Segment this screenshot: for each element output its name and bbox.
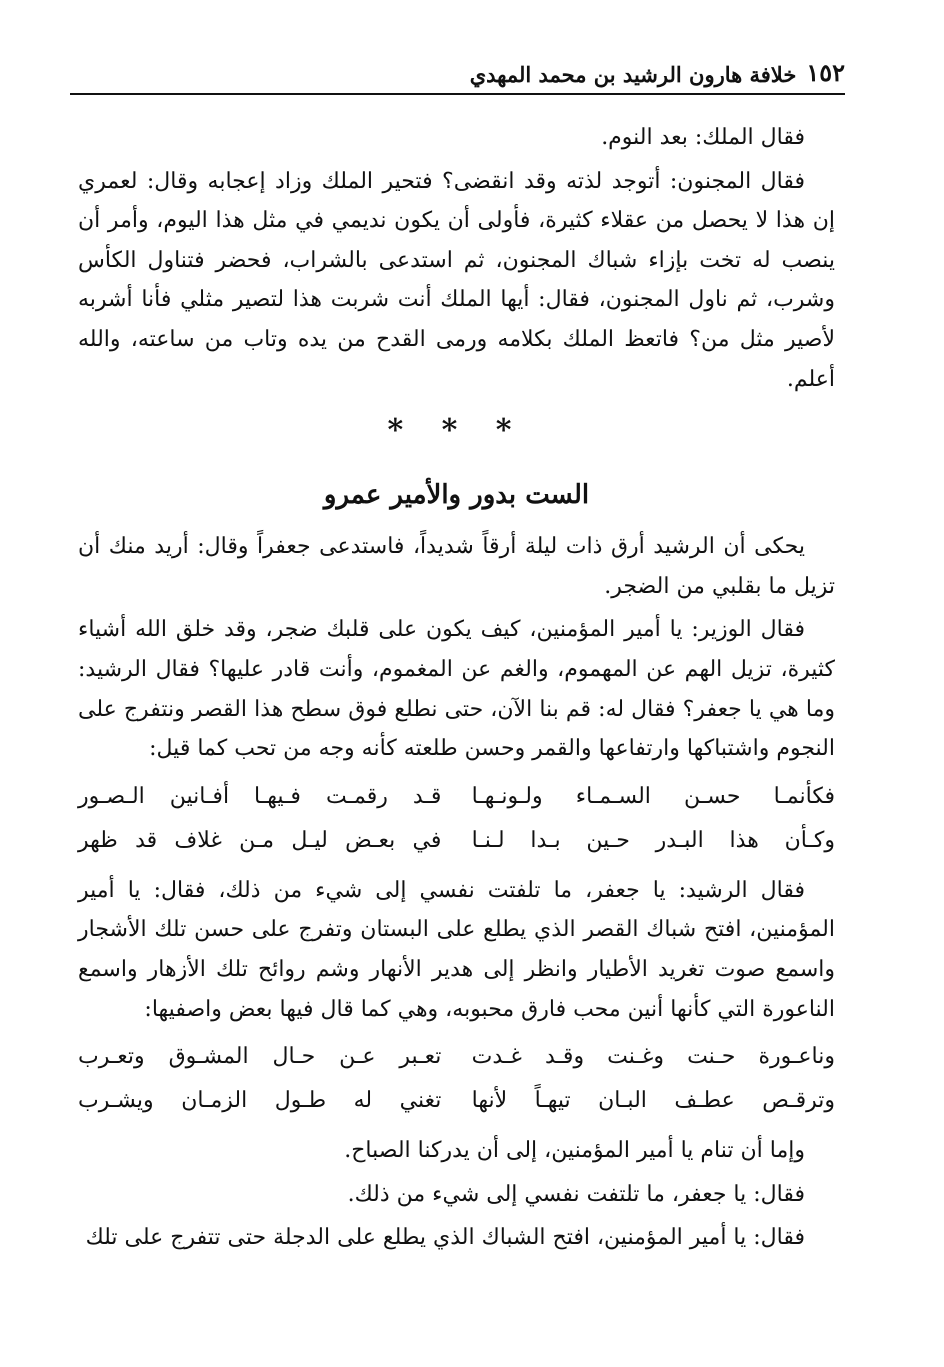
verse-first-hemistich: وترقـص عطـف البـان تيهـاً لأنها — [471, 1088, 835, 1114]
poem — [78, 775, 835, 863]
verse-second-hemistich: في بعـض ليـل مـن غلاف قد ظهر — [78, 827, 442, 853]
paragraph: فقال المجنون: أتوجد لذته وقد انقضى؟ فتحير الملك وزاد إعجابه وقال: لعمري إن هذا لا يحصل من عقلاء كثيرة، فأولى أن يكون نديمي في مثل هذا اليوم، وأمر أن ينصب له تخت بإزاء شباك المجنون، ثم استدعى بالشراب، فحضر فتناول الكأس وشرب، ثم ناول المجنون، فقال: أيها الملك أنت شربت هذا لتصير مثلي فأنا أشربه لأصير مثل من؟ فاتعظ الملك بكلامه ورمى القدح من يده وتاب من ساعته، والله أعلم. — [78, 168, 835, 392]
book-title: خلافة هارون الرشيد بن محمد المهدي — [469, 62, 797, 87]
page-number: ١٥٢ — [806, 58, 845, 87]
section-title: الست بدور والأمير عمرو — [323, 480, 590, 511]
page-body — [78, 118, 835, 1262]
section-separator: * * * — [387, 413, 526, 449]
verse-first-hemistich: فكأنمـا حسـن السـمـاء ولـونـهـا — [471, 783, 835, 809]
verse-first-hemistich: وكـأن هذا البـدر حـين بـدا لـنـا — [471, 827, 835, 853]
verse-second-hemistich: تغني له طـول الزمـان ويشـرب — [78, 1088, 442, 1114]
poem-verse — [78, 819, 835, 863]
verse-second-hemistich: قـد رقمـت فـيهـا أفـانين الـصـور — [78, 783, 442, 809]
paragraph: فقال: يا أمير المؤمنين، افتح الشباك الذي يطلع على الدجلة حتى تتفرج على تلك — [85, 1225, 805, 1251]
paragraph: فقال الملك: بعد النوم. — [601, 125, 805, 150]
verse-second-hemistich: تعـبر عـن حـال المشـوق وتعـرب — [78, 1044, 442, 1070]
poem-verse — [78, 775, 835, 819]
verse-first-hemistich: وناعـورة حـنت وغـنت وقـد غـدت — [471, 1044, 835, 1070]
paragraph: فقال: يا جعفر، ما تلتفت نفسي إلى شيء من ذلك. — [347, 1181, 805, 1207]
poem-verse — [78, 1079, 835, 1123]
paragraph: يحكى أن الرشيد أرق ذات ليلة أرقاً شديداً، فاستدعى جعفراً وقال: أريد منك أن تزيل ما بقلبي من الضجر. — [78, 534, 835, 599]
poem-verse — [78, 1035, 835, 1079]
paragraph: فقال الرشيد: يا جعفر، ما تلفتت نفسي إلى شيء من ذلك، فقال: يا أمير المؤمنين، افتح شباك القصر الذي يطلع على البستان وتفرج على حسن تلك الأشجار واسمع صوت تغريد الأطيار وانظر إلى هدير الأنهار وشم روائح تلك الأزهار واسمع الناعورة التي كأنها أنين محب فارق محبوبه، وهي كما قال فيها بعض واصفيها: — [78, 877, 835, 1022]
running-header — [70, 58, 845, 95]
paragraph: وإما أن تنام يا أمير المؤمنين، إلى أن يدركنا الصباح. — [344, 1138, 805, 1164]
poem — [78, 1035, 835, 1123]
paragraph: فقال الوزير: يا أمير المؤمنين، كيف يكون على قلبك ضجر، وقد خلق الله أشياء كثيرة، تزيل الهم عن المهموم، والغم عن المغموم، وأنت قادر عليها؟ فقال الرشيد: وما هي يا جعفر؟ فقال له: قم بنا الآن، حتى نطلع فوق سطح هذا القصر ونتفرج على النجوم واشتباكها وارتفاعها والقمر وحسن طلعته كأنه وجه من تحب كما قيل: — [78, 617, 835, 762]
